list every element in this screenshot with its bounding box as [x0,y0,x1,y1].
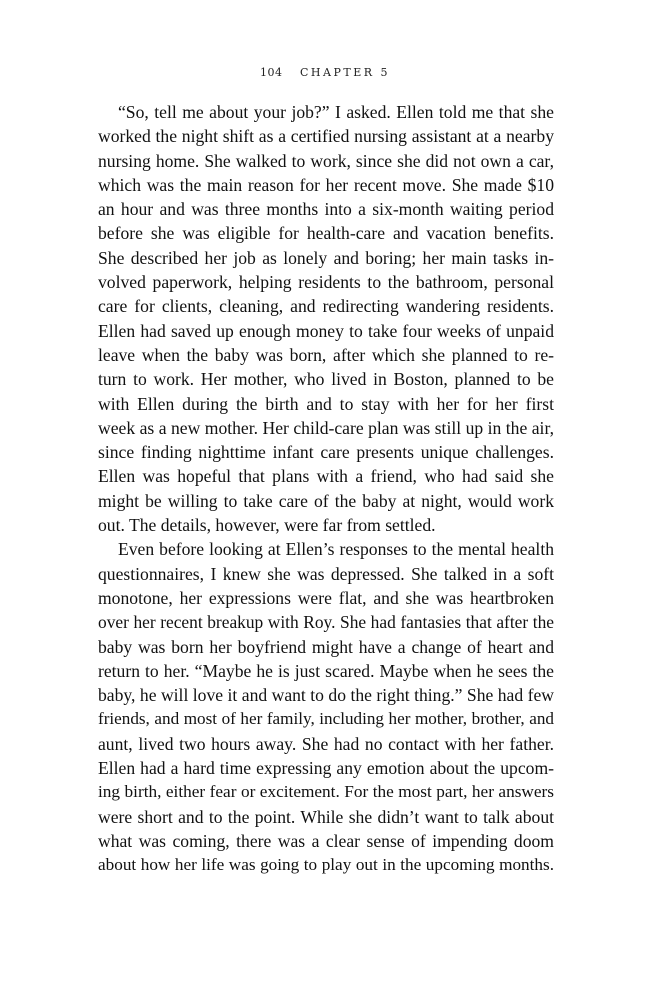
text-line: Ellen had a hard time expressing any emotion about the upcom- [98,758,554,779]
text-line: baby, he will love it and want to do the right thing.” She had few [98,685,554,706]
text-line: about how her life was going to play out in the upcoming months. [98,855,554,875]
text-line: before she was eligible for health-care and vacation benefits. [98,223,554,244]
text-line: aunt, lived two hours away. She had no contact with her father. [98,733,554,754]
page-number: 104 [260,66,283,79]
text-line: what was coming, there was a clear sense of impending doom [98,830,554,851]
text-line: questionnaires, I knew she was depressed. She talked in a soft [98,563,554,584]
text-line: leave when the baby was born, after which she planned to re- [98,344,554,365]
text-line: turn to work. Her mother, who lived in Boston, planned to be [98,369,554,390]
paragraph-2 [98,537,554,877]
text-line: “So, tell me about your job?” I asked. Ellen told me that she [118,102,554,122]
text-line: return to her. “Maybe he is just scared. Maybe when he sees the [98,660,554,681]
text-line: friends, and most of her family, including her mother, brother, and [98,709,554,729]
text-line: volved paperwork, helping residents to the bathroom, personal [98,272,554,293]
text-line: an hour and was three months into a six-month waiting period [98,199,554,220]
text-line: worked the night shift as a certified nursing assistant at a nearby [98,126,554,147]
text-line: ing birth, either fear or excitement. For the most part, her answers [98,782,554,802]
text-line: nursing home. She walked to work, since she did not own a car, [98,150,554,171]
text-line: She described her job as lonely and boring; her main tasks in- [98,247,554,268]
running-head [0,66,650,79]
text-line: might be willing to take care of the baby at night, would work [98,490,554,511]
text-line: week as a new mother. Her child-care plan was still up in the air, [98,417,554,438]
chapter-label: CHAPTER 5 [300,66,390,79]
body-text [98,100,554,878]
text-line: Even before looking at Ellen’s responses to the mental health [118,539,554,560]
text-line: with Ellen during the birth and to stay with her for her first [98,393,554,414]
text-line: Ellen was hopeful that plans with a friend, who had said she [98,466,554,487]
text-line: care for clients, cleaning, and redirecting wandering residents. [98,296,554,317]
text-line: were short and to the point. While she didn’t want to talk about [98,806,554,827]
text-line: since finding nighttime infant care presents unique challenges. [98,442,554,463]
text-line: monotone, her expressions were flat, and she was heartbroken [98,587,554,608]
text-line: Ellen had saved up enough money to take four weeks of unpaid [98,320,554,341]
text-line: over her recent breakup with Roy. She had fantasies that after the [98,612,554,633]
text-line: baby was born her boyfriend might have a change of heart and [98,636,554,657]
paragraph-1 [98,100,554,537]
text-line: out. The details, however, were far from settled. [98,515,436,536]
text-line: which was the main reason for her recent move. She made $10 [98,174,554,195]
